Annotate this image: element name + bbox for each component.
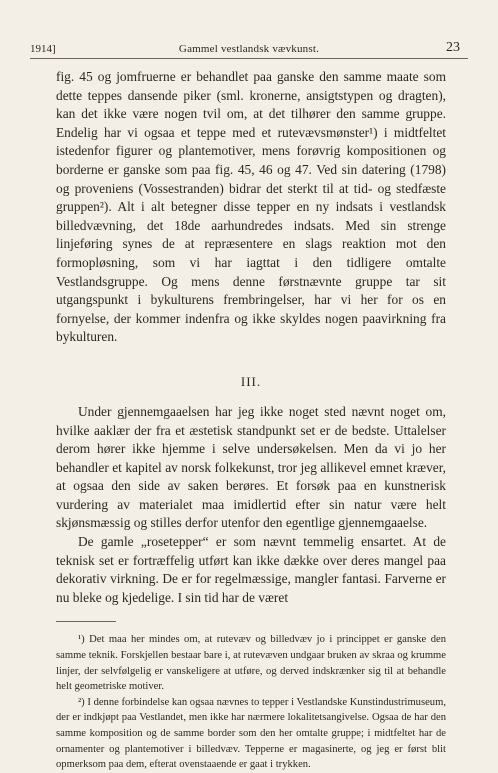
paragraph: fig. 45 og jomfruerne er behandlet paa ganske den samme maate som dette teppes dansende piker (sml. kronerne, ansigtstypen og dragten), kan det ikke være nogen tvil om, at det tilhører den samme gruppe. Endelig har vi ogsaa et teppe med et rutevævsmønster¹) i midtfeltet istedenfor figurer og plantemotiver, mens forøvrig kompositionen og borderne er ganske som paa fig. 45, 46 og 47. Ved sin datering (1798) og proveniens (Vossestranden) bidrar det sterkt til at tid- og stedfæste gruppen²). Alt i alt betegner disse tepper en ny indsats i vestlandsk billedvævning, det 18de aarhundredes indsats. Med sin strenge linjeføring synes de at repræsentere en slags reaktion mot den formopløsning, som vi har iagttat i den tidligere omtalte Vestlandsgruppe. Og mens denne førstnævnte gruppe tar sit utgangspunkt i bykulturens frembringelser, har vi her for os en fornyelse, der kommer indenfra og ikke skyldes nogen paavirkning fra bykulturen. — [56, 69, 446, 345]
section-heading: III. — [240, 373, 262, 389]
footnote: ¹) Det maa her mindes om, at rutevæv og billedvæv jo i princippet er ganske den samme teknik. Forskjellen bestaar bare i, at rutevæven undgaar bruken av skraa og krumme linjer, der selvfølgelig er vanskeligere at utføre, og derved indskrænker sig til at behandle helt geometriske motiver. — [56, 634, 446, 693]
page-number: 23 — [446, 40, 460, 55]
footnote-divider — [56, 621, 116, 622]
footnote: ²) I denne forbindelse kan ogsaa nævnes to tepper i Vestlandske Kunstindustrimuseum, der er indkjøpt paa Vestlandet, men ikke har nærmere lokalitetsangivelse. Ogsaa de har den samme komposition og de samme border som den her omtalte gruppe; i midtfeltet har de ornamenter og plantemotiver i billedvæv. Tepperne er magasinerte, og jeg er først blit opmerksom paa dem, efterat ovenstaaende er gaat i trykken. — [56, 696, 446, 771]
header-title: Gammel vestlandsk vævkunst. — [178, 43, 320, 55]
running-header — [30, 40, 468, 59]
main-text — [56, 68, 446, 773]
header-year: 1914] — [30, 43, 56, 55]
paragraph: De gamle „rosetepper“ er som nævnt temmelig ensartet. At de teknisk set er fortræffelig utført kan ikke dække over deres mangel paa dekorativ virkning. De er for regelmæssige, mangler fantasi. Farverne er nu bleke og kjedelige. I sin tid har de været — [56, 534, 446, 605]
footnotes — [56, 632, 446, 772]
paragraph: Under gjennemgaaelsen har jeg ikke noget sted nævnt noget om, hvilke aaklær der fra et æstetisk standpunkt set er de bedste. Uttalelser derom hører ikke hjemme i selve undersøkelsen. Men da vi jo her behandler et kapitel av norsk folkekunst, tror jeg allikevel emnet kræver, at ogsaa den side av saken berøres. Et forsøk paa en kunstnerisk vurdering av materialet maa imidlertid efter sin natur være helt skjønsmæssig og stilles derfor utenfor den egentlige gjennemgaaelse. — [56, 403, 446, 531]
